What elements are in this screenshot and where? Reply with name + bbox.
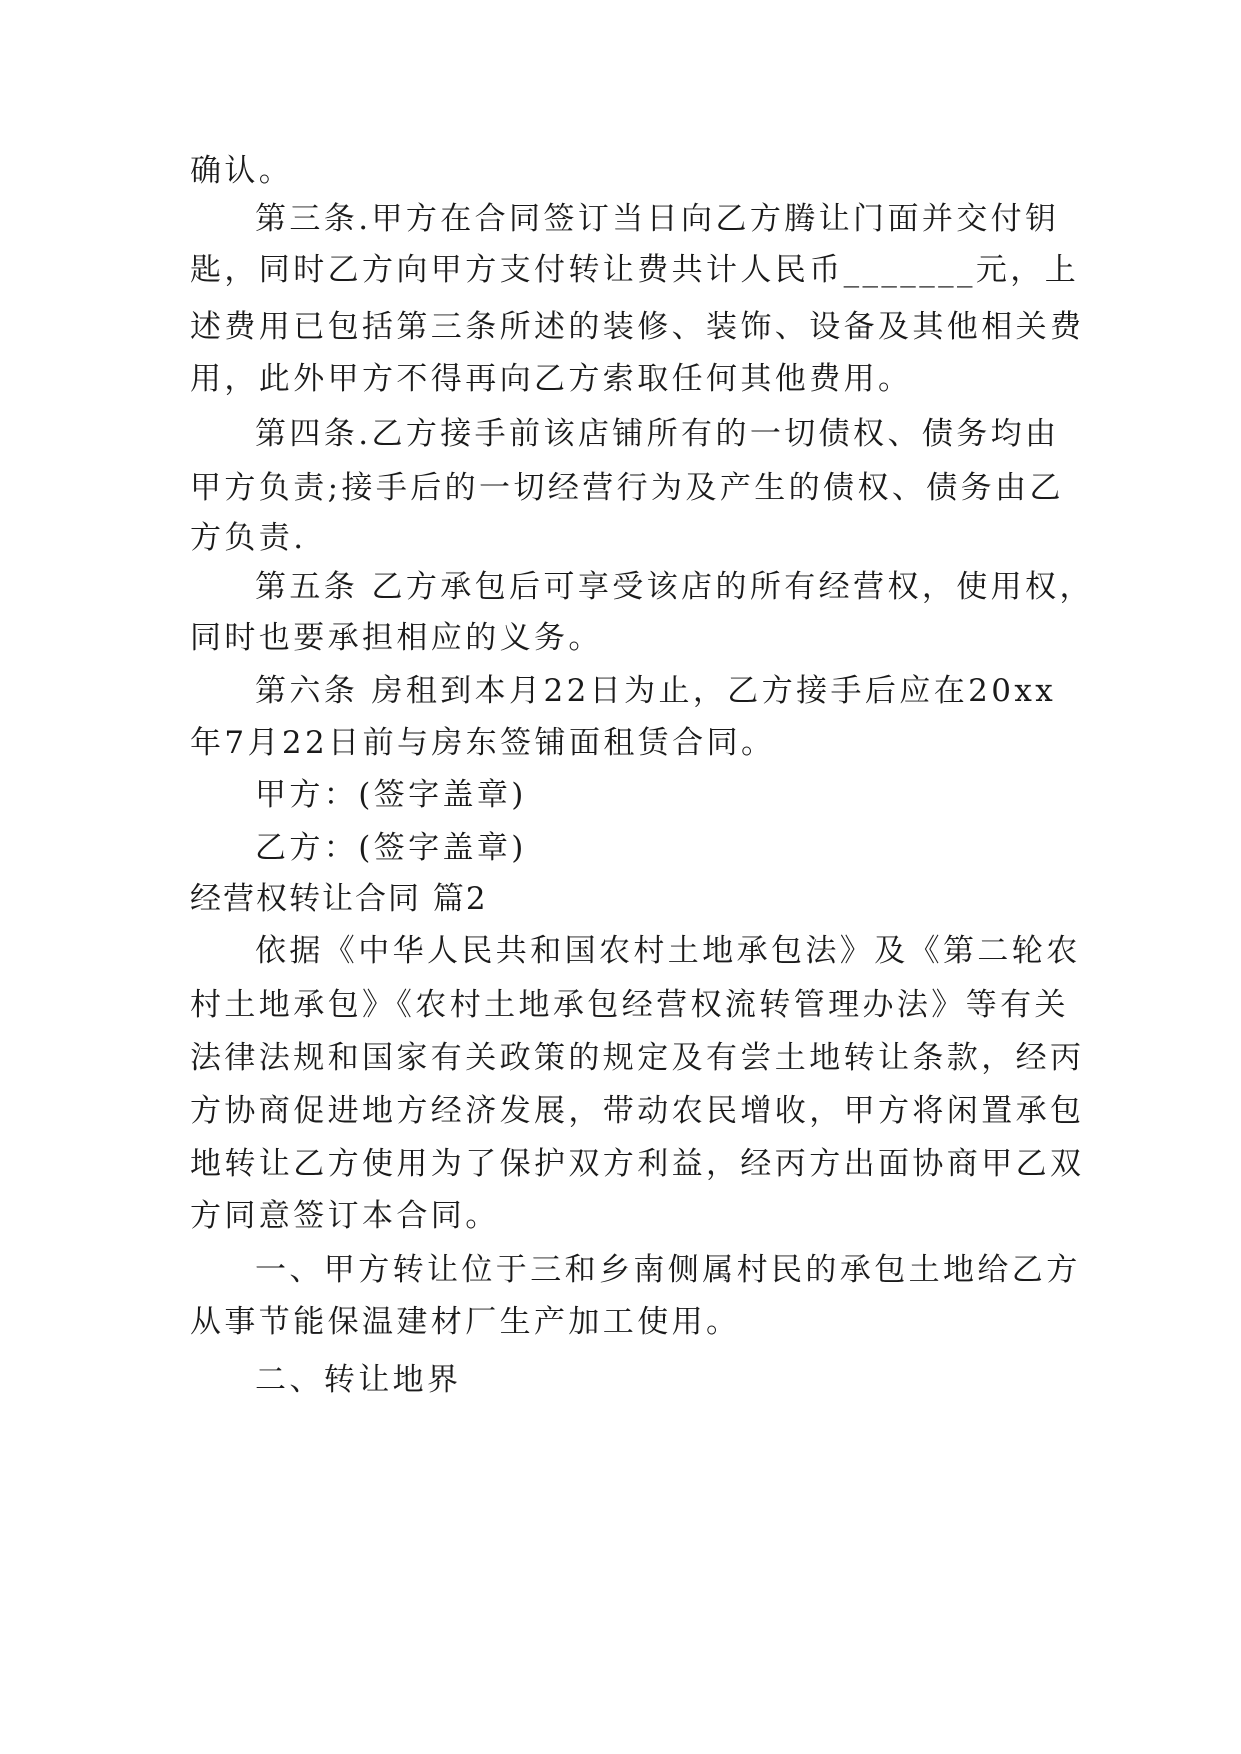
party-a-signature-line: 甲方：(签字盖章) <box>255 777 527 813</box>
preamble-line: 方协商促进地方经济发展，带动农民增收，甲方将闲置承包 <box>190 1093 1085 1129</box>
preamble-line: 法律法规和国家有关政策的规定及有尝土地转让条款，经丙 <box>190 1040 1085 1076</box>
preamble-line: 依据《中华人民共和国农村土地承包法》及《第二轮农 <box>255 933 1081 969</box>
clause-3-line: 匙，同时乙方向甲方支付转让费共计人民币_______元，上 <box>190 252 1080 288</box>
clause-6-line: 年7月22日前与房东签铺面租赁合同。 <box>190 725 776 761</box>
section-heading: 经营权转让合同 篇2 <box>190 881 488 917</box>
preamble-line: 村土地承包》《农村土地承包经营权流转管理办法》等有关 <box>190 987 1069 1023</box>
clause-5-line: 第五条 乙方承包后可享受该店的所有经营权，使用权， <box>255 569 1094 605</box>
item-1-line: 从事节能保温建材厂生产加工使用。 <box>190 1304 741 1340</box>
clause-3-line: 用，此外甲方不得再向乙方索取任何其他费用。 <box>190 361 913 397</box>
clause-5-line: 同时也要承担相应的义务。 <box>190 620 603 656</box>
clause-3-line: 第三条.甲方在合同签订当日向乙方腾让门面并交付钥 <box>255 201 1060 237</box>
item-1-line: 一、甲方转让位于三和乡南侧属村民的承包土地给乙方 <box>255 1252 1081 1288</box>
clause-4-line: 甲方负责;接手后的一切经营行为及产生的债权、债务由乙 <box>190 470 1064 506</box>
clause-4-line: 第四条.乙方接手前该店铺所有的一切债权、债务均由 <box>255 416 1060 452</box>
party-b-signature-line: 乙方：(签字盖章) <box>255 830 527 866</box>
item-2-line: 二、转让地界 <box>255 1362 462 1398</box>
clause-6-line: 第六条 房租到本月22日为止，乙方接手后应在20xx <box>255 673 1057 709</box>
preamble-line: 地转让乙方使用为了保护双方利益，经丙方出面协商甲乙双 <box>190 1146 1085 1182</box>
clause-4-line: 方负责. <box>190 520 307 556</box>
clause-3-line: 述费用已包括第三条所述的装修、装饰、设备及其他相关费 <box>190 309 1085 345</box>
preamble-line: 方同意签订本合同。 <box>190 1198 500 1234</box>
text-line: 确认。 <box>190 153 294 189</box>
